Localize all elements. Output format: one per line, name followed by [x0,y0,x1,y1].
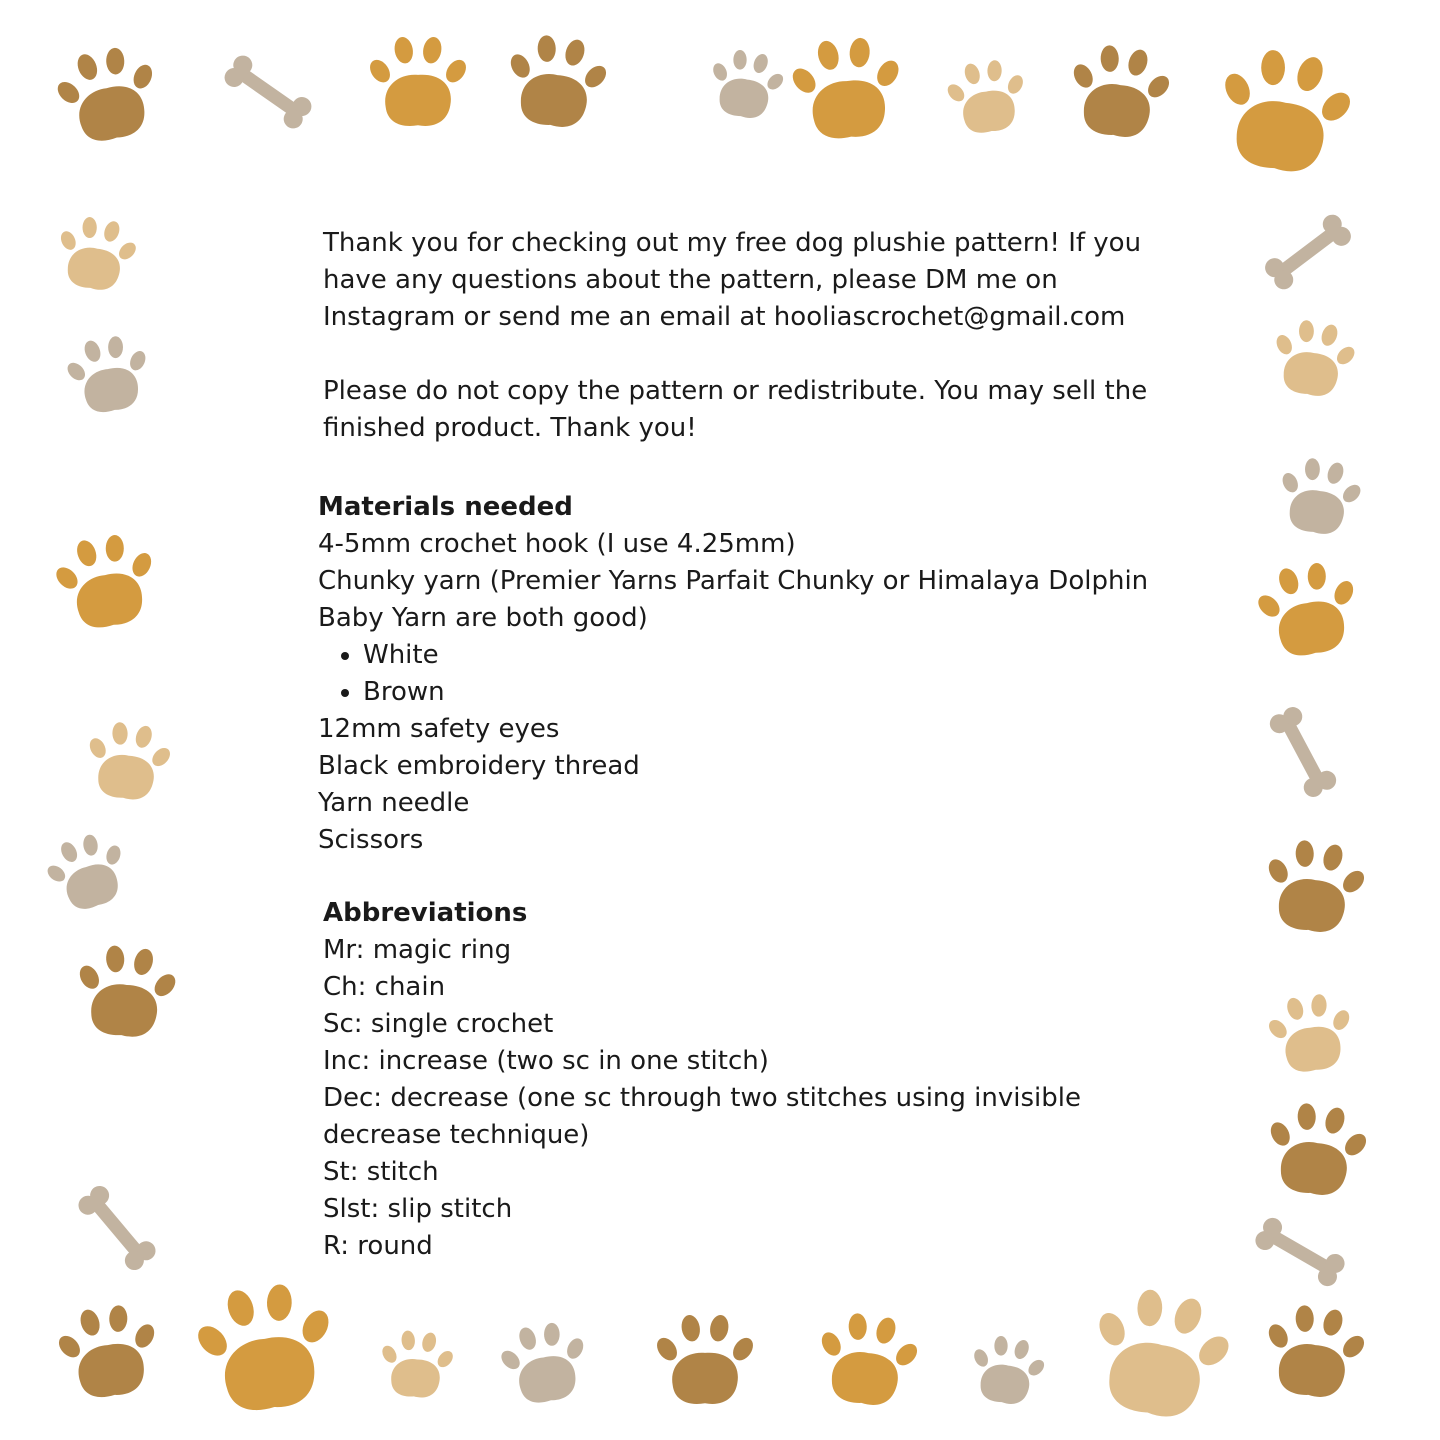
materials-item: Black embroidery thread [318,751,640,781]
paw-print-icon [1078,1278,1243,1429]
materials-item: Scissors [318,825,424,855]
paw-print-icon [60,330,157,418]
abbreviation-item: Inc: increase (two sc in one stitch) [323,1046,769,1076]
dog-bone-icon [1252,1214,1348,1289]
yarn-color-item: • Brown [363,674,1168,711]
paw-print-icon [1271,452,1368,540]
abbreviation-item: Slst: slip stitch [323,1194,513,1224]
materials-item: 12mm safety eyes [318,714,560,744]
paw-print-icon [1265,314,1362,402]
materials-heading: Materials needed [318,492,573,522]
yarn-color-list [318,637,1168,711]
materials-item-hook: 4-5mm crochet hook (I use 4.25mm) [318,529,796,559]
paw-print-icon [499,29,615,133]
paw-print-icon [366,36,470,126]
dog-bone-icon [75,1182,160,1274]
abbreviation-item: Dec: decrease (one sc through two stitches using invisible decrease technique) [323,1083,1081,1150]
abbreviation-item: Sc: single crochet [323,1009,554,1039]
paw-print-icon [1207,40,1363,181]
dog-bone-icon [221,52,315,132]
paw-print-icon [50,211,143,296]
paw-print-icon [1257,834,1373,938]
intro-section [323,225,1163,447]
yarn-color-item: • White [363,637,1168,674]
paw-print-icon [376,1327,458,1400]
intro-paragraph-2: Please do not copy the pattern or redistribute. You may sell the finished product. Thank you! [323,376,1148,443]
paw-print-icon [810,1307,926,1411]
abbreviation-item: Mr: magic ring [323,935,512,965]
paw-print-icon [1062,39,1178,143]
paw-print-icon [47,39,168,149]
paw-print-icon [653,1314,757,1404]
paw-print-icon [80,717,177,805]
paw-print-icon [785,33,908,143]
abbreviations-heading: Abbreviations [323,898,528,928]
abbreviation-item: R: round [323,1231,433,1261]
materials-item-yarn: Chunky yarn (Premier Yarns Parfait Chunky or Himalaya Dolphin Baby Yarn are both good) [318,566,1149,633]
paw-print-icon [1259,1097,1375,1201]
abbreviation-item: Ch: chain [323,972,446,1002]
paw-print-icon [493,1316,595,1408]
dog-bone-icon [1261,211,1354,293]
paw-print-icon [964,1330,1051,1409]
abbreviations-section [323,895,1123,1265]
intro-paragraph-1: Thank you for checking out my free dog plushie pattern! If you have any questions about the pattern, please DM me on Instagram or send me an email at hooliascrochet@gmail.com [323,228,1142,332]
paw-print-icon [47,527,165,634]
paw-print-icon [1249,555,1367,662]
paw-print-icon [51,1299,167,1403]
materials-section [318,489,1168,859]
paw-print-icon [187,1276,345,1418]
abbreviation-item: St: stitch [323,1157,439,1187]
materials-item: Yarn needle [318,788,470,818]
paw-print-icon [37,825,137,918]
paw-print-icon [1262,989,1359,1077]
dog-bone-icon [1266,704,1339,801]
paw-print-icon [941,55,1032,137]
paw-print-icon [703,44,790,123]
paw-print-icon [70,940,183,1041]
paw-print-icon [1257,1299,1373,1403]
